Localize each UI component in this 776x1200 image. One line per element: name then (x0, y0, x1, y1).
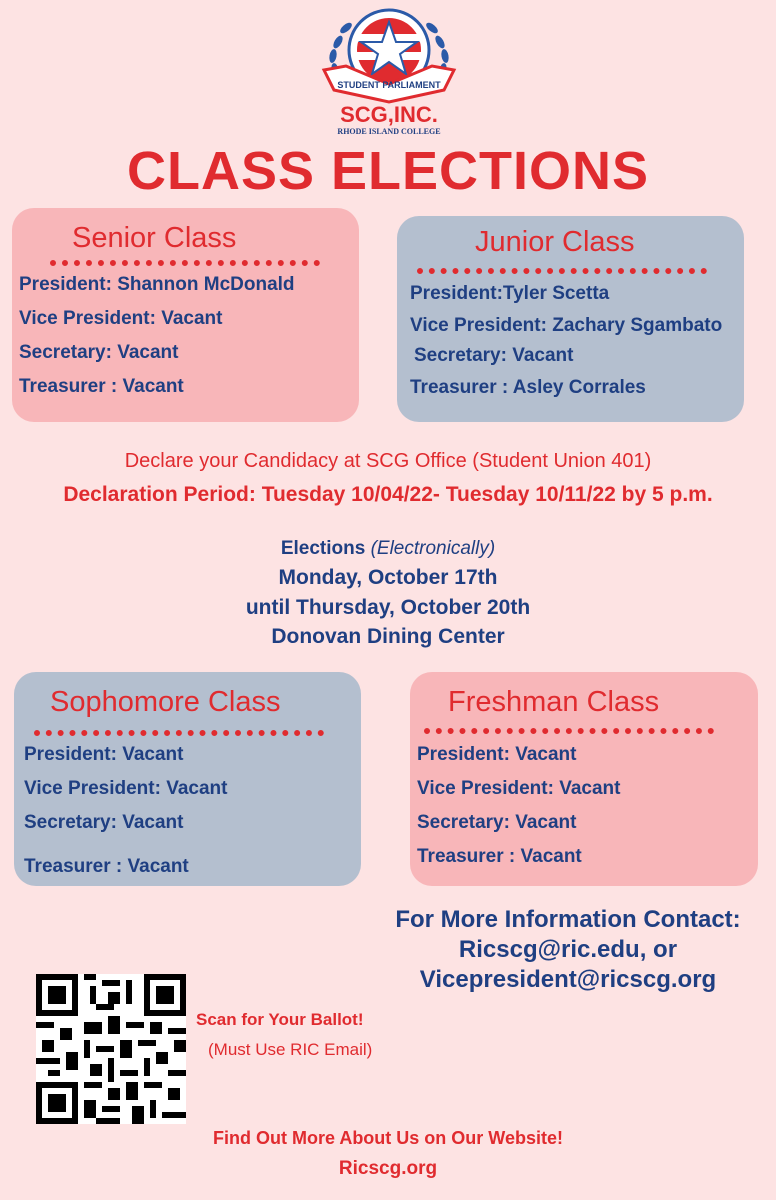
senior-president: President: Shannon McDonald (19, 274, 295, 295)
junior-treasurer: Treasurer : Asley Corrales (410, 377, 646, 398)
sophomore-class-card (14, 672, 361, 886)
sophomore-president: President: Vacant (24, 744, 184, 765)
dotted-divider (424, 728, 714, 734)
scg-logo-icon (316, 4, 462, 140)
elections-label: Elections (280, 538, 371, 559)
ballot-qr-code[interactable] (36, 974, 186, 1124)
sophomore-treasurer: Treasurer : Vacant (24, 856, 189, 877)
freshman-treasurer: Treasurer : Vacant (417, 846, 582, 867)
senior-treasurer: Treasurer : Vacant (19, 376, 184, 397)
page-title: CLASS ELECTIONS (126, 141, 650, 201)
junior-class-card (397, 216, 744, 422)
elections-start-date: Monday, October 17th (278, 566, 498, 589)
sophomore-secretary: Secretary: Vacant (24, 812, 184, 833)
sophomore-vice-president: Vice President: Vacant (24, 778, 228, 799)
contact-email-1[interactable]: Ricscg@ric.edu, or (458, 936, 678, 963)
junior-class-title: Junior Class (475, 226, 635, 258)
freshman-vice-president: Vice President: Vacant (417, 778, 621, 799)
website-link[interactable]: Ricscg.org (338, 1158, 438, 1179)
contact-heading: For More Information Contact: (395, 906, 741, 933)
logo-name: SCG,INC. (340, 102, 438, 127)
find-out-more-text: Find Out More About Us on Our Website! (213, 1128, 563, 1148)
junior-vice-president: Vice President: Zachary Sgambato (410, 315, 723, 336)
freshman-president: President: Vacant (417, 744, 577, 765)
scg-logo (316, 4, 462, 140)
elections-mode: (Electronically) (370, 538, 496, 559)
ric-email-note: (Must Use RIC Email) (208, 1040, 373, 1059)
freshman-class-title: Freshman Class (448, 686, 660, 718)
declaration-period-text: Declaration Period: Tuesday 10/04/22- Tuesday 10/11/22 by 5 p.m. (63, 483, 713, 506)
elections-heading (0, 538, 776, 560)
declare-candidacy-text: Declare your Candidacy at SCG Office (Student Union 401) (124, 450, 652, 472)
senior-class-card (12, 208, 359, 422)
scan-ballot-text: Scan for Your Ballot! (196, 1010, 364, 1029)
sophomore-class-title: Sophomore Class (50, 686, 281, 718)
elections-end-date: until Thursday, October 20th (245, 596, 531, 619)
senior-class-title: Senior Class (72, 222, 237, 254)
logo-ring-text: STUDENT PARLIAMENT (337, 80, 441, 90)
freshman-secretary: Secretary: Vacant (417, 812, 577, 833)
dotted-divider (34, 730, 324, 736)
contact-email-2[interactable]: Vicepresident@ricscg.org (419, 966, 717, 993)
junior-president: President:Tyler Scetta (410, 283, 610, 304)
elections-location: Donovan Dining Center (271, 625, 505, 648)
qr-code-icon (36, 974, 186, 1124)
dotted-divider (417, 268, 707, 274)
dotted-divider (50, 260, 320, 266)
freshman-class-card (410, 672, 758, 886)
junior-secretary: Secretary: Vacant (414, 345, 574, 366)
logo-subtitle: RHODE ISLAND COLLEGE (337, 127, 441, 136)
senior-vice-president: Vice President: Vacant (19, 308, 223, 329)
senior-secretary: Secretary: Vacant (19, 342, 179, 363)
